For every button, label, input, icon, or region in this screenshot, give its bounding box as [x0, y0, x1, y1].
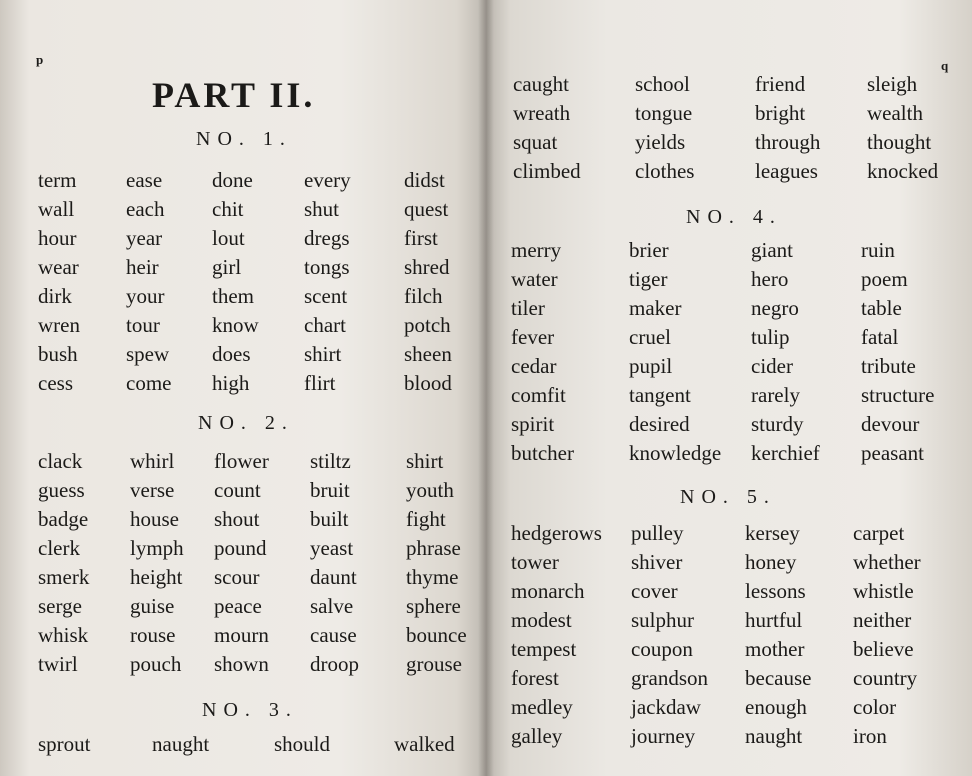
- word-cell: cider: [751, 354, 793, 378]
- word-cell: first: [404, 226, 438, 250]
- word-cell: wear: [38, 255, 79, 279]
- word-cell: hour: [38, 226, 77, 250]
- word-cell: pouch: [130, 652, 182, 676]
- word-cell: sprout: [38, 732, 91, 756]
- word-cell: youth: [406, 478, 454, 502]
- word-cell: didst: [404, 168, 445, 192]
- word-cell: whirl: [130, 449, 175, 473]
- word-cell: negro: [751, 296, 799, 320]
- word-cell: your: [126, 284, 165, 308]
- word-cell: ease: [126, 168, 163, 192]
- word-cell: whether: [853, 550, 921, 574]
- word-cell: flirt: [304, 371, 336, 395]
- word-cell: jackdaw: [631, 695, 701, 719]
- word-cell: cedar: [511, 354, 557, 378]
- word-cell: hedgerows: [511, 521, 602, 545]
- word-cell: country: [853, 666, 918, 690]
- word-cell: carpet: [853, 521, 905, 545]
- word-cell: table: [861, 296, 902, 320]
- word-cell: yeast: [310, 536, 354, 560]
- word-cell: tongs: [304, 255, 350, 279]
- word-cell: count: [214, 478, 261, 502]
- word-cell: fatal: [861, 325, 899, 349]
- word-cell: droop: [310, 652, 359, 676]
- word-cell: dirk: [38, 284, 72, 308]
- word-cell: yields: [635, 130, 686, 154]
- word-cell: bruit: [310, 478, 350, 502]
- word-cell: grandson: [631, 666, 708, 690]
- word-cell: rarely: [751, 383, 800, 407]
- word-cell: shiver: [631, 550, 683, 574]
- word-cell: shout: [214, 507, 260, 531]
- word-cell: shirt: [304, 342, 342, 366]
- section-heading: NO. 5.: [680, 486, 776, 508]
- word-cell: climbed: [513, 159, 581, 183]
- word-cell: heir: [126, 255, 159, 279]
- word-cell: journey: [631, 724, 696, 748]
- right-page: [486, 0, 972, 776]
- word-cell: wealth: [867, 101, 923, 125]
- word-cell: hurtful: [745, 608, 803, 632]
- word-cell: does: [212, 342, 251, 366]
- word-cell: potch: [404, 313, 451, 337]
- word-cell: clerk: [38, 536, 80, 560]
- word-cell: monarch: [511, 579, 585, 603]
- word-cell: whisk: [38, 623, 89, 647]
- word-cell: forest: [511, 666, 559, 690]
- word-cell: honey: [745, 550, 797, 574]
- word-cell: tangent: [629, 383, 691, 407]
- word-cell: peasant: [861, 441, 924, 465]
- word-cell: twirl: [38, 652, 78, 676]
- word-cell: squat: [513, 130, 558, 154]
- word-cell: sleigh: [867, 72, 918, 96]
- word-cell: pound: [214, 536, 267, 560]
- word-cell: them: [212, 284, 254, 308]
- word-cell: naught: [152, 732, 210, 756]
- word-cell: verse: [130, 478, 175, 502]
- word-cell: lymph: [130, 536, 184, 560]
- word-cell: wreath: [513, 101, 571, 125]
- word-cell: believe: [853, 637, 914, 661]
- word-cell: wren: [38, 313, 80, 337]
- word-cell: dregs: [304, 226, 350, 250]
- word-cell: kersey: [745, 521, 800, 545]
- word-cell: guise: [130, 594, 175, 618]
- word-cell: whistle: [853, 579, 914, 603]
- word-cell: height: [130, 565, 183, 589]
- word-cell: rouse: [130, 623, 176, 647]
- word-cell: tiger: [629, 267, 668, 291]
- word-cell: naught: [745, 724, 803, 748]
- word-cell: coupon: [631, 637, 693, 661]
- word-cell: through: [755, 130, 821, 154]
- word-cell: quest: [404, 197, 449, 221]
- word-cell: tongue: [635, 101, 693, 125]
- word-cell: pulley: [631, 521, 684, 545]
- word-cell: school: [635, 72, 690, 96]
- word-cell: poem: [861, 267, 908, 291]
- word-cell: thyme: [406, 565, 459, 589]
- word-cell: friend: [755, 72, 806, 96]
- word-cell: filch: [404, 284, 443, 308]
- word-cell: butcher: [511, 441, 574, 465]
- word-cell: chit: [212, 197, 244, 221]
- word-cell: tour: [126, 313, 160, 337]
- word-cell: desired: [629, 412, 690, 436]
- word-cell: stiltz: [310, 449, 351, 473]
- word-cell: done: [212, 168, 253, 192]
- word-cell: thought: [867, 130, 932, 154]
- word-cell: tiler: [511, 296, 545, 320]
- section-heading: NO. 1.: [196, 128, 292, 150]
- word-cell: smerk: [38, 565, 90, 589]
- word-cell: salve: [310, 594, 354, 618]
- word-cell: ruin: [861, 238, 895, 262]
- word-cell: should: [274, 732, 331, 756]
- word-cell: scent: [304, 284, 348, 308]
- word-cell: serge: [38, 594, 82, 618]
- word-cell: walked: [394, 732, 455, 756]
- word-cell: caught: [513, 72, 569, 96]
- part-title: PART II.: [152, 75, 316, 115]
- word-cell: giant: [751, 238, 793, 262]
- word-cell: spew: [126, 342, 170, 366]
- book-gutter: [478, 0, 494, 776]
- word-cell: galley: [511, 724, 563, 748]
- word-cell: mourn: [214, 623, 269, 647]
- word-cell: tribute: [861, 354, 916, 378]
- word-cell: medley: [511, 695, 573, 719]
- word-cell: sheen: [404, 342, 452, 366]
- word-cell: mother: [745, 637, 805, 661]
- word-cell: cruel: [629, 325, 671, 349]
- word-cell: leagues: [755, 159, 818, 183]
- word-cell: badge: [38, 507, 89, 531]
- word-cell: cause: [310, 623, 357, 647]
- word-cell: because: [745, 666, 812, 690]
- word-cell: clothes: [635, 159, 695, 183]
- word-cell: tower: [511, 550, 559, 574]
- word-cell: structure: [861, 383, 935, 407]
- section-heading: NO. 2.: [198, 412, 294, 434]
- page-mark: p: [36, 52, 44, 67]
- word-cell: daunt: [310, 565, 357, 589]
- word-cell: fever: [511, 325, 555, 349]
- word-cell: sturdy: [751, 412, 804, 436]
- word-cell: term: [38, 168, 77, 192]
- word-cell: devour: [861, 412, 920, 436]
- word-cell: sphere: [406, 594, 461, 618]
- word-cell: cover: [631, 579, 678, 603]
- word-cell: fight: [406, 507, 446, 531]
- word-cell: merry: [511, 238, 562, 262]
- word-cell: hero: [751, 267, 789, 291]
- word-cell: comfit: [511, 383, 566, 407]
- word-cell: flower: [214, 449, 269, 473]
- word-cell: color: [853, 695, 897, 719]
- word-cell: built: [310, 507, 349, 531]
- word-cell: lout: [212, 226, 245, 250]
- word-cell: kerchief: [751, 441, 820, 465]
- word-cell: tempest: [511, 637, 577, 661]
- word-cell: scour: [214, 565, 260, 589]
- word-cell: grouse: [406, 652, 462, 676]
- word-cell: pupil: [629, 354, 673, 378]
- word-cell: maker: [629, 296, 682, 320]
- word-cell: spirit: [511, 412, 555, 436]
- word-cell: come: [126, 371, 172, 395]
- page-mark: q: [941, 58, 949, 73]
- word-cell: bush: [38, 342, 78, 366]
- word-cell: modest: [511, 608, 572, 632]
- word-cell: blood: [404, 371, 452, 395]
- word-cell: iron: [853, 724, 887, 748]
- word-cell: girl: [212, 255, 242, 279]
- word-cell: cess: [38, 371, 73, 395]
- word-cell: knocked: [867, 159, 939, 183]
- word-cell: shirt: [406, 449, 444, 473]
- word-cell: sulphur: [631, 608, 694, 632]
- word-cell: lessons: [745, 579, 806, 603]
- word-cell: shown: [214, 652, 269, 676]
- word-cell: guess: [38, 478, 85, 502]
- word-cell: house: [130, 507, 179, 531]
- word-cell: phrase: [406, 536, 461, 560]
- word-cell: year: [126, 226, 163, 250]
- word-cell: enough: [745, 695, 807, 719]
- word-cell: water: [511, 267, 558, 291]
- word-cell: bright: [755, 101, 806, 125]
- word-cell: know: [212, 313, 259, 337]
- word-cell: every: [304, 168, 351, 192]
- word-cell: shut: [304, 197, 340, 221]
- section-heading: NO. 3.: [202, 699, 298, 721]
- word-cell: peace: [214, 594, 262, 618]
- word-cell: each: [126, 197, 165, 221]
- word-cell: tulip: [751, 325, 790, 349]
- section-heading: NO. 4.: [686, 206, 782, 228]
- word-cell: knowledge: [629, 441, 722, 465]
- word-cell: neither: [853, 608, 912, 632]
- word-cell: wall: [38, 197, 75, 221]
- word-cell: shred: [404, 255, 450, 279]
- word-cell: clack: [38, 449, 83, 473]
- word-cell: bounce: [406, 623, 467, 647]
- word-cell: high: [212, 371, 250, 395]
- word-cell: chart: [304, 313, 346, 337]
- word-cell: brier: [629, 238, 669, 262]
